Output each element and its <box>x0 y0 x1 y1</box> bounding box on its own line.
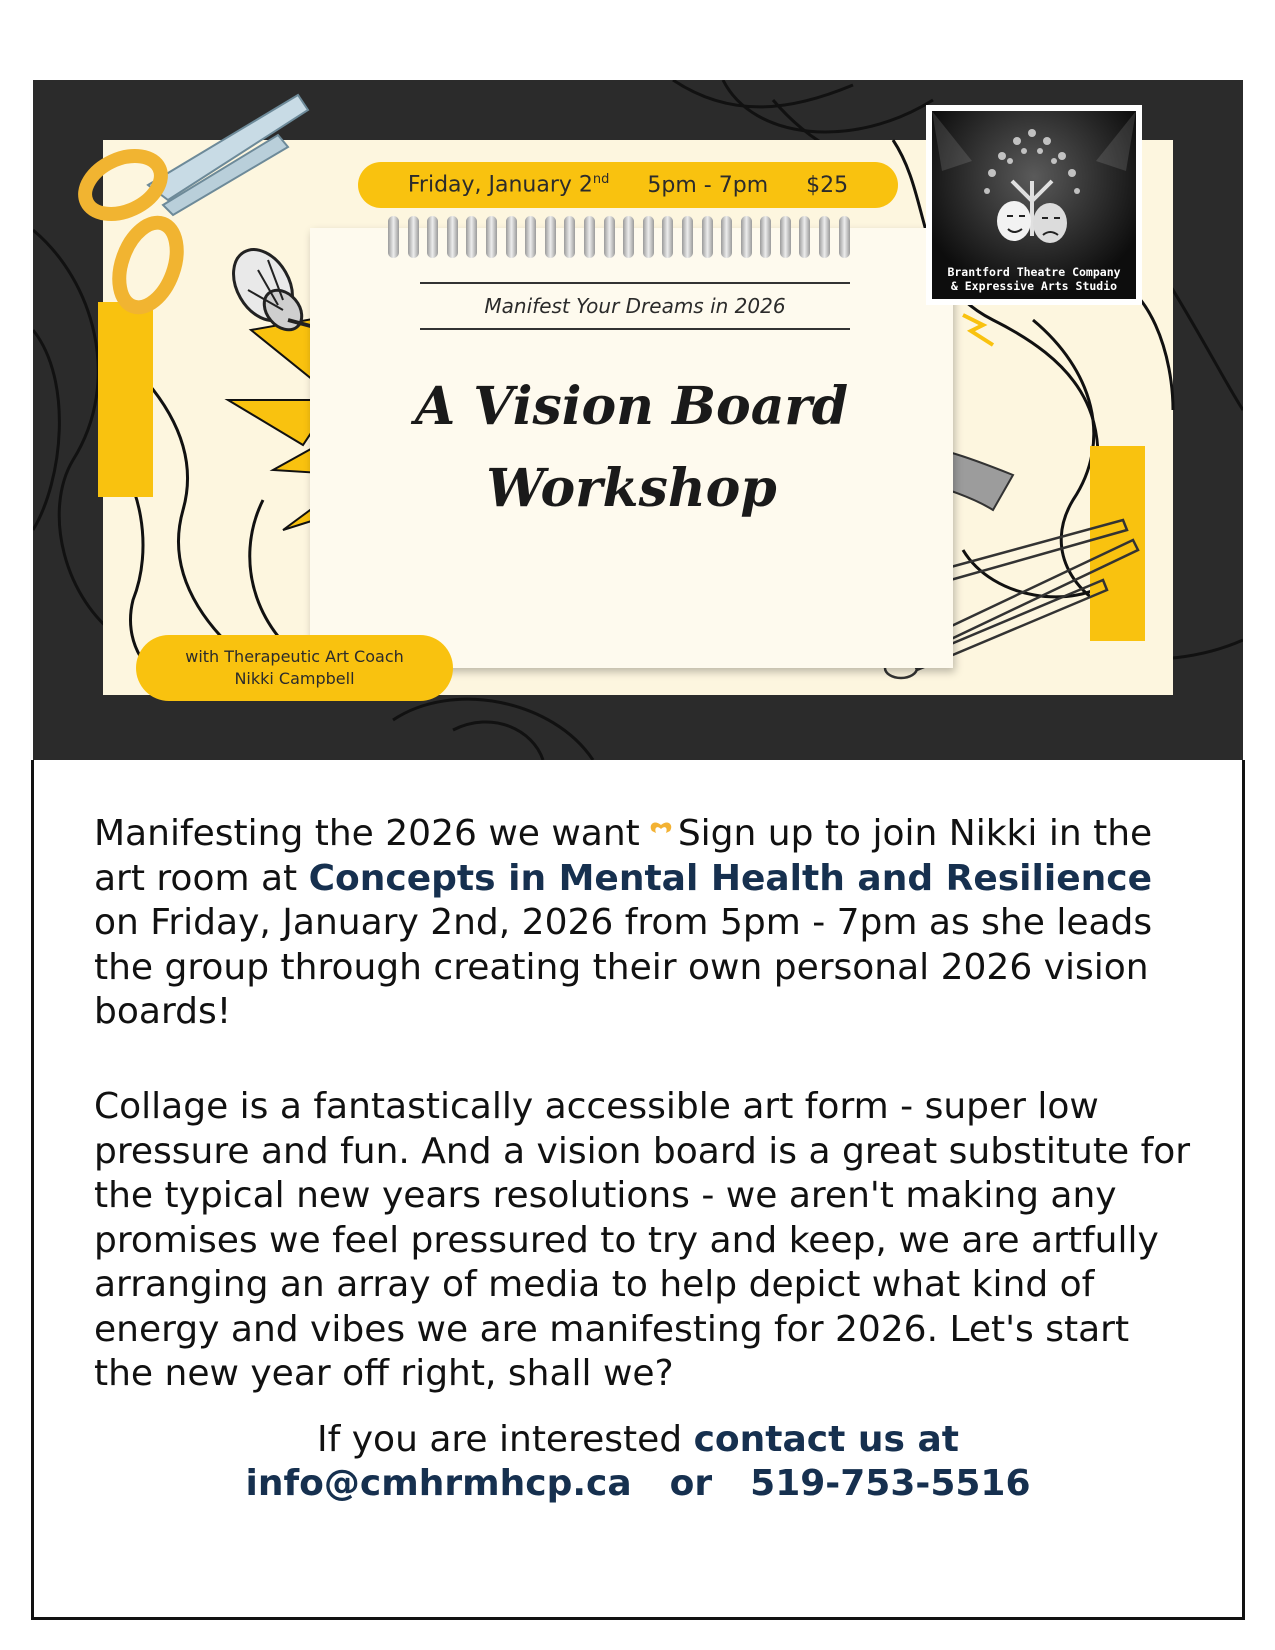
butterfly-icon <box>221 239 318 337</box>
heart-hands-icon <box>648 819 674 841</box>
coach-line-1: with Therapeutic Art Coach <box>185 647 404 666</box>
organization-name: Concepts in Mental Health and Resilience <box>308 857 1153 899</box>
event-date-pill <box>358 162 898 208</box>
yellow-bar-right <box>1090 446 1145 641</box>
contact-email[interactable]: info@cmhrmhcp.ca <box>245 1463 632 1504</box>
tagline: Manifest Your Dreams in 2026 <box>420 282 850 330</box>
event-price: $25 <box>806 172 849 198</box>
contact-info: If you are interested contact us at info@cmhrmhcp.ca or 519-753-5516 <box>245 1419 1031 1504</box>
collage-paragraph: Collage is a fantastically accessible art form - super low pressure and fun. And a vision board is a great substitute for the typical new years resolutions - we aren't making any promises we feel pressured to try and keep, we are artfully arranging an array of media to help depict what kind of energy and vibes we are manifesting for 2026. Let's start the new year off right, shall we? <box>94 1086 1191 1394</box>
event-date: Friday, January 2nd <box>407 172 610 198</box>
contact-or: or <box>669 1463 713 1504</box>
description-box <box>31 760 1245 1620</box>
workshop-title: A Vision Board Workshop <box>414 376 849 519</box>
spiral-binding <box>388 216 850 258</box>
coach-name: Nikki Campbell <box>234 669 355 688</box>
contact-phone[interactable]: 519-753-5516 <box>750 1463 1031 1504</box>
coach-pill <box>136 635 453 701</box>
event-banner <box>33 80 1243 760</box>
logo-text: Brantford Theatre Company & Expressive Arts Studio <box>947 265 1121 293</box>
yellow-bar-left <box>98 302 153 497</box>
event-time: 5pm - 7pm <box>647 172 769 198</box>
notepad-card <box>310 228 953 668</box>
intro-paragraph: Manifesting the 2026 we want Sign up to join Nikki in the art room at Concepts in Mental Health and Resilience on Friday, January 2nd, 2026 from 5pm - 7pm as she leads the group through creating their own personal 2026 vision boards! <box>94 813 1153 1032</box>
theatre-company-logo <box>926 105 1142 305</box>
